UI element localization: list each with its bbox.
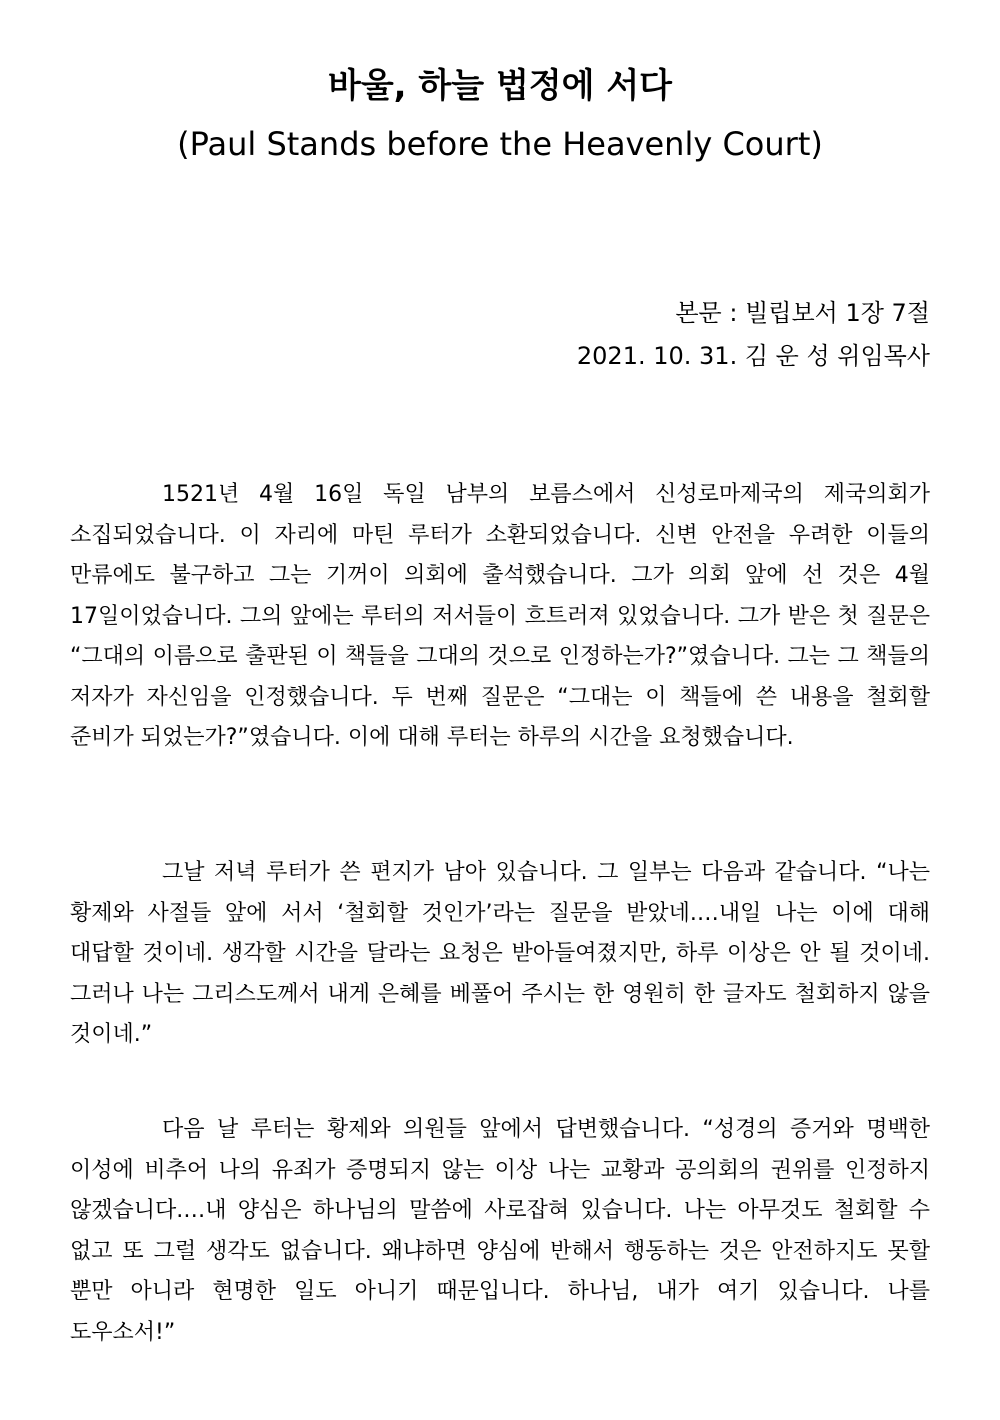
sermon-title-english: (Paul Stands before the Heavenly Court) <box>177 125 823 163</box>
sermon-title-korean: 바울, 하늘 법정에 서다 <box>327 66 673 106</box>
scripture-reference: 본문 : 빌립보서 1장 7절 <box>675 299 930 327</box>
body-paragraph-1: 1521년 4월 16일 독일 남부의 보름스에서 신성로마제국의 제국의회가 소집되었습니다. 이 자리에 마틴 루터가 소환되었습니다. 신변 안전을 우려한 이들의 만류에도 불구하고 그는 기꺼이 의회에 출석했습니다. 그가 의회 앞에 선 것은 4월 17일이었습니다. 그의 앞에는 루터의 저서들이 흐트러져 있었습니다. 그가 받은 첫 질문은 “그대의 이름으로 출판된 이 책들을 그대의 것으로 인정하는가?”였습니다. 그는 그 책들의 저자가 자신임을 인정했습니다. 두 번째 질문은 “그대는 이 책들에 쓴 내용을 철회할 준비가 되었는가?”였습니다. 이에 대해 루터는 하루의 시간을 요청했습니다. <box>70 482 930 750</box>
body-paragraph-3: 다음 날 루터는 황제와 의원들 앞에서 답변했습니다. “성경의 증거와 명백한 이성에 비추어 나의 유죄가 증명되지 않는 이상 나는 교황과 공의회의 권위를 인정하지 않겠습니다.…내 양심은 하나님의 말씀에 사로잡혀 있습니다. 나는 아무것도 철회할 수 없고 또 그럴 생각도 없습니다. 왜냐하면 양심에 반해서 행동하는 것은 안전하지도 못할 뿐만 아니라 현명한 일도 아니기 때문입니다. 하나님, 내가 여기 있습니다. 나를 도우소서!” <box>70 1117 930 1345</box>
date-and-author: 2021. 10. 31. 김 운 성 위임목사 <box>576 342 930 370</box>
body-paragraph-2: 그날 저녁 루터가 쓴 편지가 남아 있습니다. 그 일부는 다음과 같습니다. “나는 황제와 사절들 앞에 서서 ‘철회할 것인가’라는 질문을 받았네.…내일 나는 이에 대해 대답할 것이네. 생각할 시간을 달라는 요청은 받아들여졌지만, 하루 이상은 안 될 것이네. 그러나 나는 그리스도께서 내게 은혜를 베풀어 주시는 한 영원히 한 글자도 철회하지 않을 것이네.” <box>70 860 930 1047</box>
